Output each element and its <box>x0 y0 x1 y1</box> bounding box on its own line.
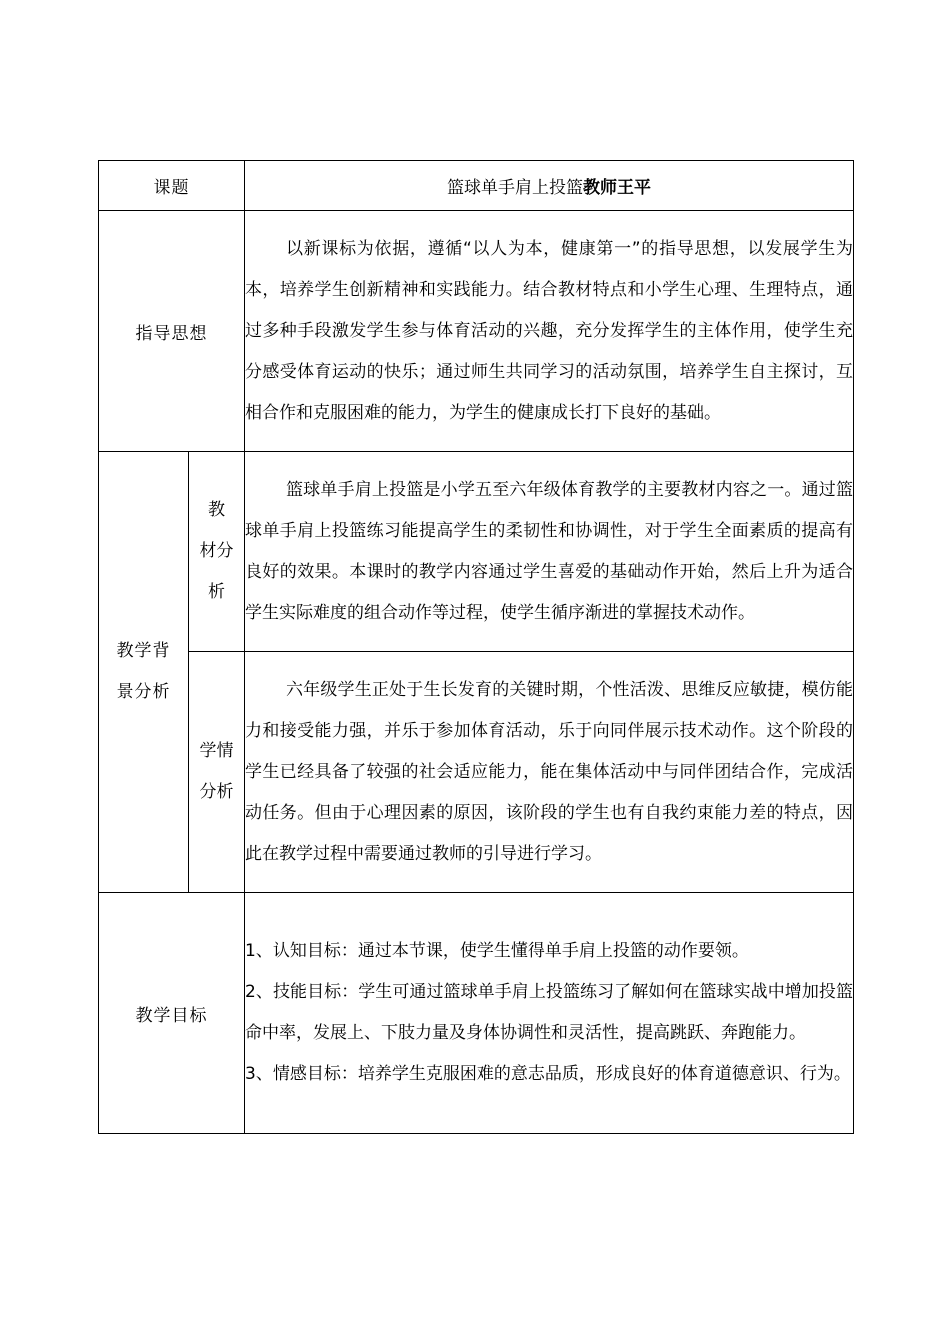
lesson-plan-table <box>98 160 854 1134</box>
background-label-line2: 景分析 <box>116 682 171 702</box>
teacher-name: 教师王平 <box>583 178 651 198</box>
background-label-line1: 教学背 <box>116 641 171 661</box>
material-text: 篮球单手肩上投篮是小学五至六年级体育教学的主要教材内容之一。通过篮球单手肩上投篮练习能提高学生的柔韧性和协调性，对于学生全面素质的提高有良好的效果。本课时的教学内容通过学生喜爱的基础动作开始，然后上升为适合学生实际难度的组合动作等过程，使学生循序渐进的掌握技术动作。 <box>245 452 854 652</box>
student-label-line1: 学情 <box>199 741 234 761</box>
objectives-label: 教学目标 <box>99 893 245 1134</box>
objective-3: 3、情感目标：培养学生克服困难的意志品质，形成良好的体育道德意识、行为。 <box>245 1064 851 1084</box>
topic-value-cell <box>245 161 854 211</box>
guiding-row <box>99 211 854 452</box>
background-label <box>99 452 189 893</box>
guiding-label: 指导思想 <box>99 211 245 452</box>
topic-row <box>99 161 854 211</box>
student-label <box>189 652 245 893</box>
material-label-line2: 材分 <box>199 541 234 561</box>
material-label <box>189 452 245 652</box>
student-text: 六年级学生正处于生长发育的关键时期，个性活泼、思维反应敏捷，模仿能力和接受能力强，并乐于参加体育活动，乐于向同伴展示技术动作。这个阶段的学生已经具备了较强的社会适应能力，能在集体活动中与同伴团结合作，完成活动任务。但由于心理因素的原因，该阶段的学生也有自我约束能力差的特点，因此在教学过程中需要通过教师的引导进行学习。 <box>245 652 854 893</box>
student-row <box>99 652 854 893</box>
objective-2: 2、技能目标：学生可通过篮球单手肩上投篮练习了解如何在篮球实战中增加投篮命中率，发展上、下肢力量及身体协调性和灵活性，提高跳跃、奔跑能力。 <box>245 982 853 1043</box>
topic-value: 篮球单手肩上投篮 <box>447 178 583 198</box>
material-row <box>99 452 854 652</box>
guiding-text: 以新课标为依据，遵循“以人为本，健康第一”的指导思想，以发展学生为本，培养学生创新精神和实践能力。结合教材特点和小学生心理、生理特点，通过多种手段激发学生参与体育活动的兴趣，充分发挥学生的主体作用，使学生充分感受体育运动的快乐；通过师生共同学习的活动氛围，培养学生自主探讨，互相合作和克服困难的能力，为学生的健康成长打下良好的基础。 <box>245 211 854 452</box>
objectives-row <box>99 893 854 1134</box>
student-label-line2: 分析 <box>199 782 234 802</box>
material-label-line1: 教 <box>208 500 225 520</box>
objective-1: 1、认知目标：通过本节课，使学生懂得单手肩上投篮的动作要领。 <box>245 941 749 961</box>
topic-label: 课题 <box>99 161 245 211</box>
material-label-line3: 析 <box>208 582 225 602</box>
objectives-cell <box>245 893 854 1134</box>
